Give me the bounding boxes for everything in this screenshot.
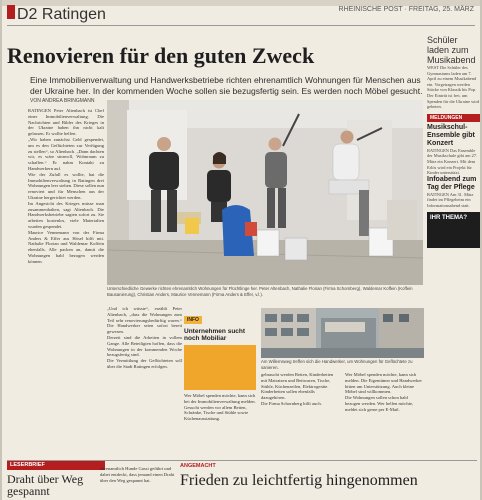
news-band: MELDUNGEN: [427, 114, 480, 122]
section-title: D2 Ratingen: [17, 6, 106, 23]
paragraph: Wer Möbel spenden möchte, kann sich melden. Die Eigentümer und Handwerker bitten um Unterstützung. Auch kleine Möbel sind willkommen.: [345, 372, 422, 395]
article-column-4: [345, 372, 423, 413]
newspaper-page: [2, 0, 480, 500]
building-photo-caption: Am Willemsweg treffen sich die Handwerker, um Wohnungen für Geflüchtete zu sanieren.: [261, 359, 413, 370]
sidebar-subhead: Musikschul-Ensemble gibt Konzert: [427, 123, 475, 147]
info-highlight-block: [184, 345, 256, 390]
paragraph: gebraucht werden Betten, Kinderbetten mit Matratzen und Bettwaren, Tische, Stühle, Küchenzeilen, Elektrogeräte. Kinderbetten sollen ebenfalls dazugehören.: [261, 372, 334, 401]
letters-tag: LESERBRIEF: [7, 461, 105, 470]
page-header-info: RHEINISCHE POST · FREITAG, 25. MÄRZ: [338, 6, 474, 13]
paragraph: Maurice Vennemann von der Firma Anders & Effer aus Hösel hilft mit. Nathalie Florian und Waldemar Koffein ebenfalls. Alle packen an, damit die Wohnungen bald bezogen werden können.: [28, 229, 104, 264]
building-illustration: [261, 308, 424, 358]
paragraph: Die Wohnungen sollen schon bald bezogen werden. Wer helfen möchte, meldet sich gerne per E-Mail.: [345, 395, 414, 412]
letters-headline: Draht über Weg gespannt: [7, 472, 84, 498]
sidebar-text: WEST Die Schüler des Gymnasiums laden am 7. April zu einem Musikabend ein. Vorgetragen werden Stücke von Klassik bis Pop. Der Eintritt ist frei, um Spenden für die Ukraine wird gebeten.: [427, 65, 480, 110]
article-byline: VON ANDREA BRINGMANN: [30, 98, 95, 104]
letters-text: ehrenamtlich Hunde Gassi geführt und dabei entdeckt, dass jemand einen Draht über den Weg gespannt hat.: [100, 466, 175, 483]
paragraph: Wie der Zufall es wollte, hat die Immobilienverwaltung in Ratingen drei Wohnungen leer stehen. Diese sollen nun renoviert und für Menschen aus der Ukraine hergerichtet werden.: [28, 171, 104, 200]
sidebar-headline: Schüler laden zum Musikabend: [427, 35, 476, 65]
topic-box: IHR THEMA?: [427, 212, 480, 248]
section-marker: [7, 5, 15, 19]
building-photo: [261, 308, 424, 358]
paragraph: Derzeit sind die Arbeiten in vollem Gange. Alle Beteiligten hoffen, dass die Wohnungen in der kommenden Woche bezugsfertig sind.: [107, 334, 182, 358]
opinion-headline: Frieden zu leichtfertig hingenommen: [180, 472, 418, 489]
paragraph: Die Firma Schornberg hilft auch.: [261, 400, 322, 406]
header-divider: [7, 25, 475, 26]
article-headline: Renovieren für den guten Zweck: [7, 43, 315, 68]
paragraph: RATINGEN Peter Altenbach ist Chef einer Immobilienverwaltung. Die Nachrichten und Bilder des Krieges in der Ukraine haben ihn nicht kalt gelassen. Er wollte helfen.: [28, 108, 104, 137]
sidebar-text: RATINGEN Das Ensemble der Musikschule gibt am 27. März ein Konzert. Mit dem Erlös wird ein Projekt für Kinder unterstützt.: [427, 147, 478, 176]
paragraph: „Wir haben zunächst Geld gespendet, um es den Geflüchteten zur Verfügung zu stellen“, so Altenbach. „Dann dachten wir, es wäre sinnvoll, Wohnraum zu schaffen.“ Er nahm Kontakt zu Handwerkern auf.: [28, 136, 104, 171]
info-text: Wer Möbel spenden möchte, kann sich bei der Immobilienverwaltung melden. Gesucht werden vor allem Betten, Schränke, Tische und Stühle sowie Küchenausstattung.: [184, 393, 256, 422]
article-column-2: [107, 306, 182, 370]
photo-caption: Unterschiedliche Gewerke richten ehrenamtlich Wohnungen für Flüchtlinge her. Peter Altenbach, Nathalie Florian (Firma Schornberg), Waldemar Koffein (Koffein Bausanierung), Christian Anders, Maurice Vennemann (Firma Anders & Effer, v.l.).: [107, 286, 413, 297]
main-photo: [107, 100, 423, 285]
paragraph: Die Vermittlung der Geflüchteten soll über die Stadt Ratingen erfolgen.: [107, 358, 182, 369]
info-tag: INFO: [184, 316, 202, 324]
info-box: [184, 308, 256, 488]
paragraph: „Und ich wüsste“, erzählt Peter Altenbach, „dass die Wohnungen zum Teil sehr renovierungsbedürftig waren.“ Die Handwerker seien sofort bereit gewesen.: [107, 306, 182, 335]
paragraph: Im Angesicht des Krieges müsse man zusammenhalten, sagt Altenbach. Die Handwerksbetriebe sagten sofort zu. Sie arbeiten kostenlos, viele Materialien wurden gespendet.: [28, 200, 104, 229]
article-teaser: Eine Immobilienverwaltung und Handwerksbetriebe richten ehrenamtlich Wohnungen für Menschen aus der Ukraine her. In der kommenden Woche sollen sie bezugsfertig sein. Es werden noch Möbel gesucht.: [30, 75, 423, 96]
sidebar-text: RATINGEN Am 31. März findet im Pflegeheim ein Informationsabend statt.: [427, 191, 474, 208]
sidebar-subhead: Infoabend zum Tag der Pflege: [427, 175, 477, 191]
article-column-3: [261, 372, 339, 407]
info-title: Unternehmen sucht noch Mobiliar: [184, 328, 246, 342]
article-column-1: [28, 108, 104, 265]
renovation-scene-illustration: [107, 100, 423, 285]
opinion-tag: ANGEMACHT: [180, 463, 216, 469]
sidebar-news-column: [427, 35, 480, 475]
